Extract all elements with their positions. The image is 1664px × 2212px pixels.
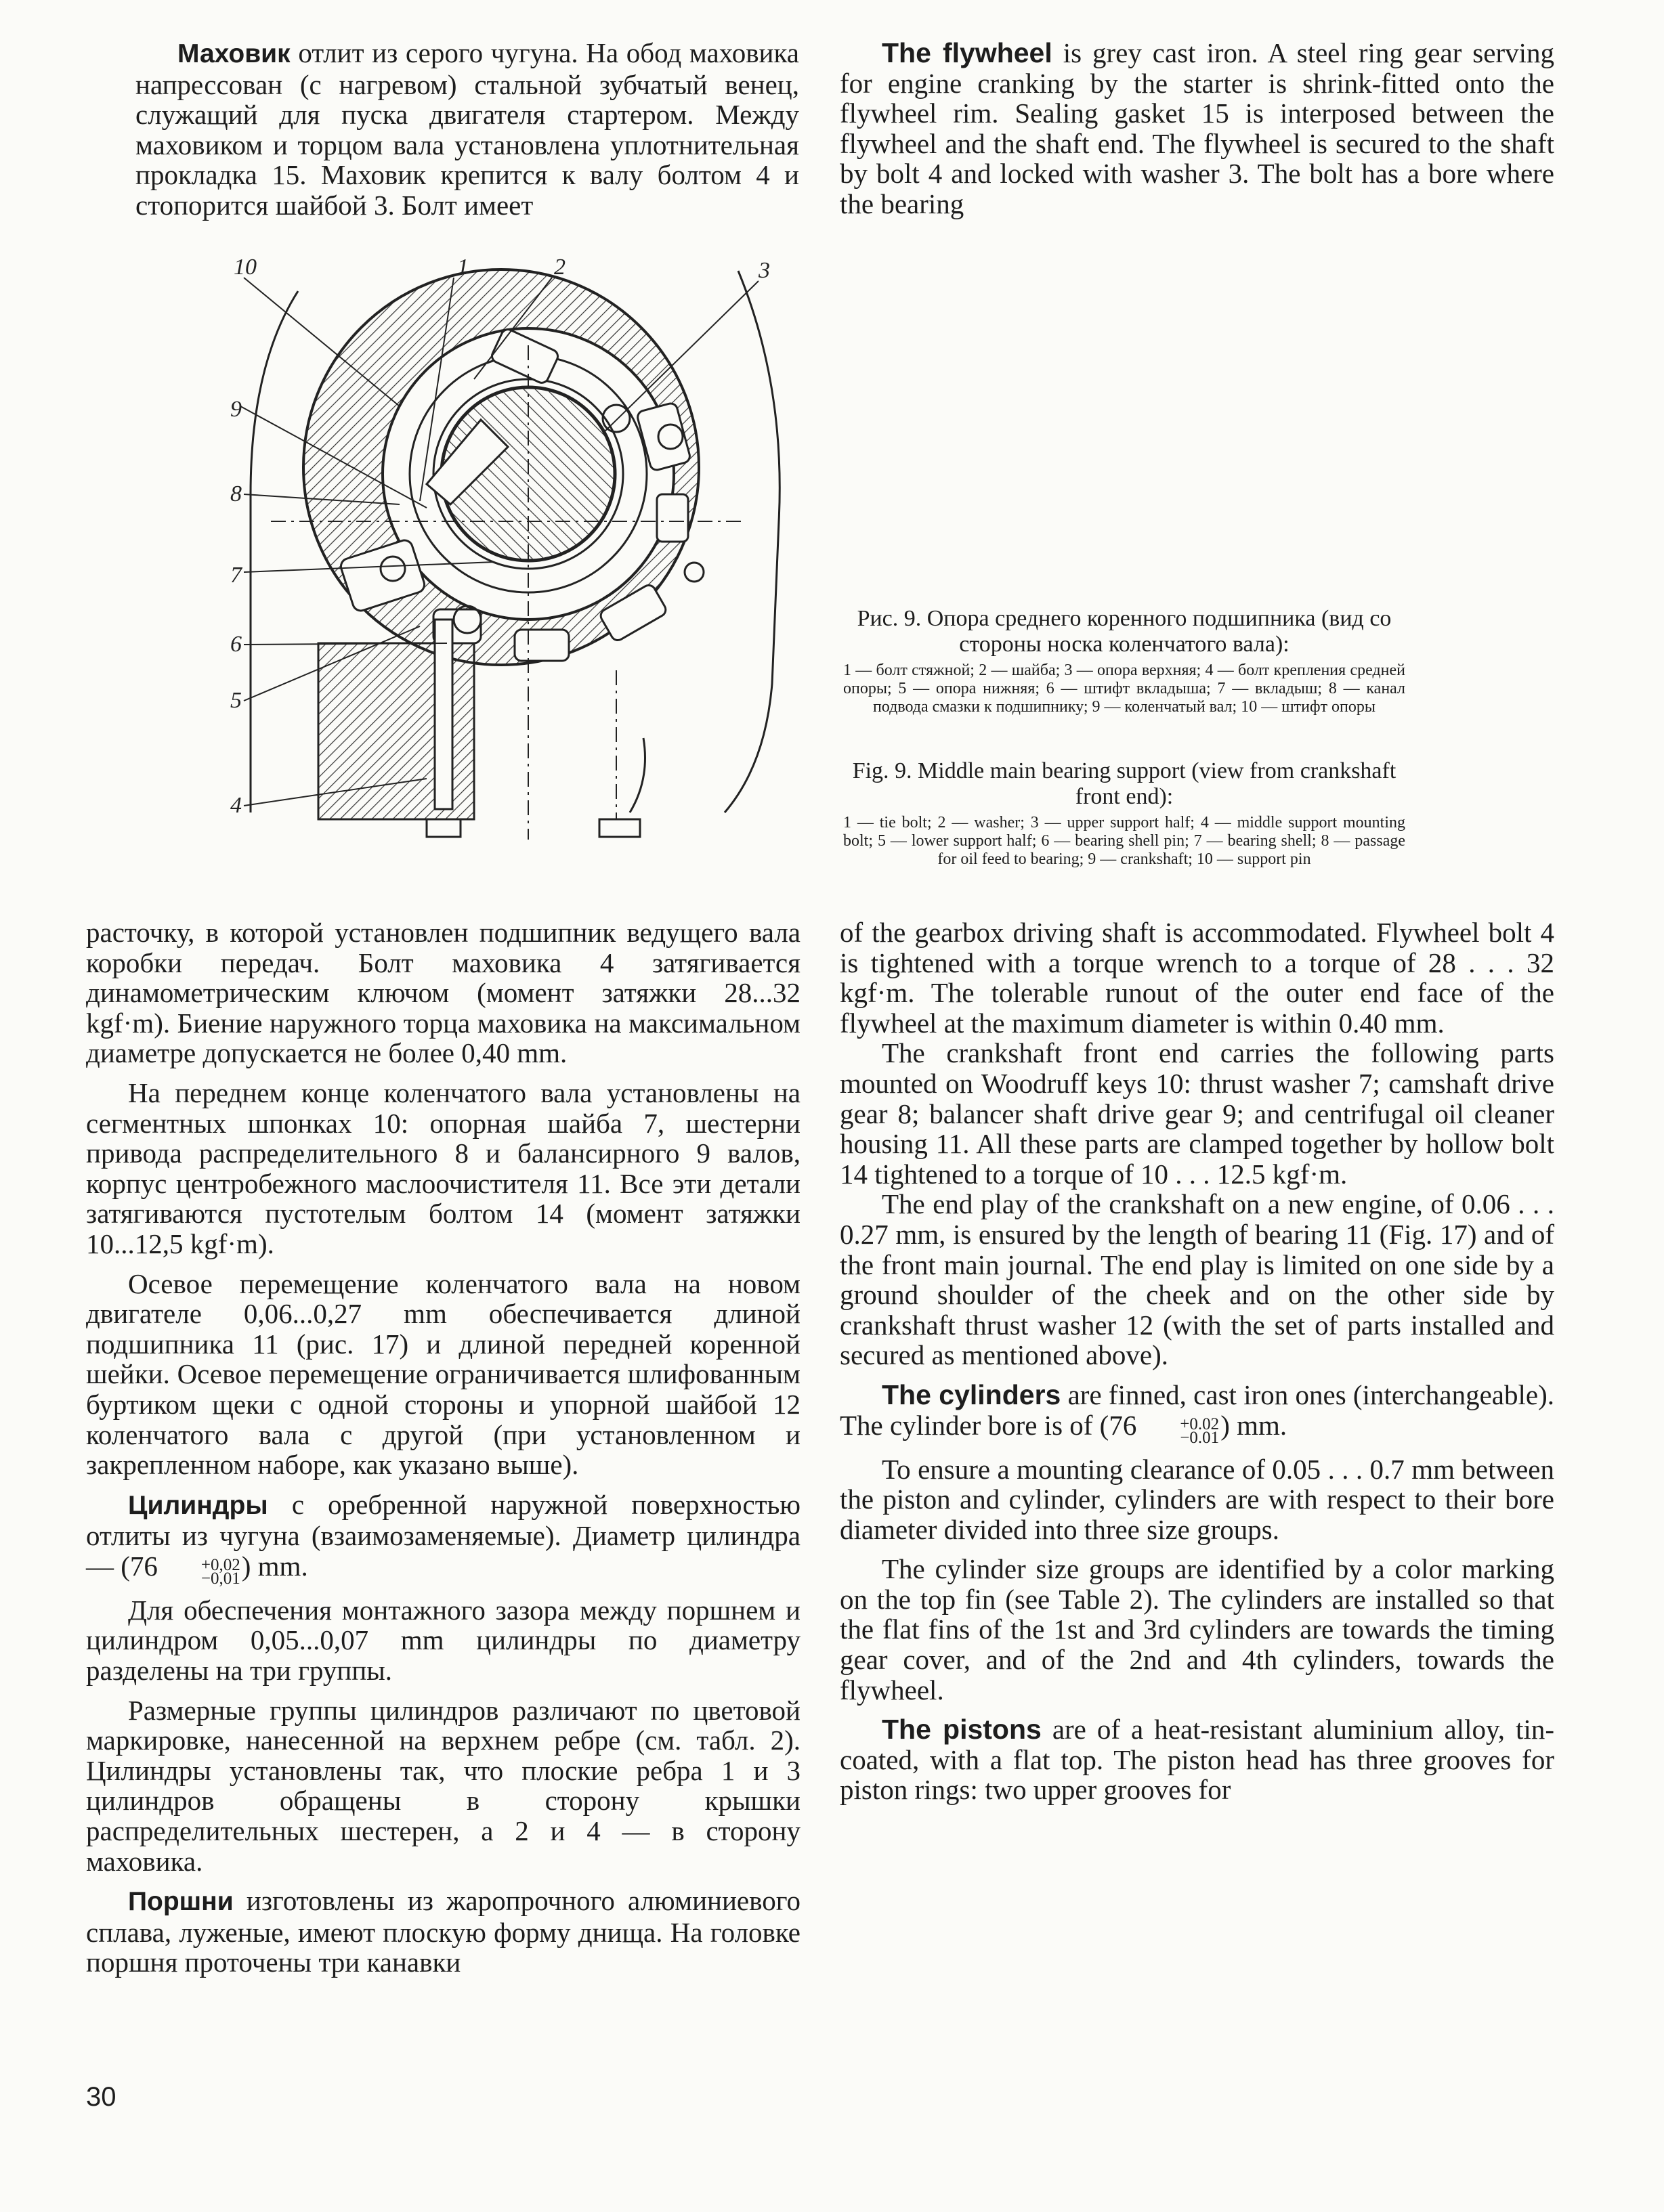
en-paragraph-1: of the gearbox driving shaft is accommodated. Flywheel bolt 4 is tightened with a torque wrench to a torque of 28 . . . 32 kgf·m. The tolerable runout of the outer end face of the flywheel at the maximum diameter is within 0.40 mm. <box>840 917 1554 1039</box>
callout-7: 7 <box>230 563 242 588</box>
en-body-column <box>840 917 1554 1805</box>
ru-paragraph-1: расточку, в которой установлен подшипник ведущего вала коробки передач. Болт маховика 4 затягивается динамометрическим ключом (момент затяжки 28...32 kgf·m). Биение наружного торца маховика на максимальном диаметре допускается не более 0,40 mm. <box>86 917 801 1069</box>
ru-paragraph-3: Осевое перемещение коленчатого вала на новом двигателе 0,06...0,27 mm обеспечивается длиной подшипника 11 (рис. 17) и длиной передней коренной шейки. Осевое перемещение ограничивается шлифованным буртиком щеки с одной стороны и упорной шайбой 12 коленчатого вала с другой (при установленном и закрепленном наборе, как указано выше). <box>86 1267 801 1481</box>
en-paragraph-cylinders: The cylinders are finned, cast iron ones (interchangeable). The cylinder bore is of (76 +0.02 −0.01 ) mm. <box>840 1379 1554 1447</box>
callout-6: 6 <box>230 632 242 657</box>
ru-top-paragraph: Маховик отлит из серого чугуна. На обод маховика напрессован (с нагревом) стальной зубчатый венец, служащий для пуска двигателя стартером. Между маховиком и торцом вала установлена уплотнительная прокладка 15. Маховик крепится к валу болтом 4 и стопорится шайбой 3. Болт имеет <box>135 37 799 221</box>
ru-flywheel-heading: Маховик <box>177 39 291 68</box>
ru-paragraph-5: Для обеспечения монтажного зазора между поршнем и цилиндром 0,05...0,07 mm цилиндры по диаметру разделены на три группы. <box>86 1594 801 1687</box>
callout-5: 5 <box>230 688 242 713</box>
en-pistons-heading: The pistons <box>882 1714 1042 1745</box>
en-paragraph-6: The cylinder size groups are identified by a color marking on the top fin (see Table 2). The cylinders are installed so that the flat fins of the 1st and 3rd cylinders are towards the timing gear cover, and of the 2nd and 4th cylinders, towards the flywheel. <box>840 1553 1554 1706</box>
en-paragraph-5: To ensure a mounting clearance of 0.05 . . . 0.7 mm between the piston and cylinder, cylinders are with respect to their bore diameter divided into three size groups. <box>840 1453 1554 1545</box>
en-cylinders-heading: The cylinders <box>882 1379 1061 1410</box>
callout-10: 10 <box>234 255 257 280</box>
callout-8: 8 <box>230 481 242 506</box>
ru-paragraph-2: На переднем конце коленчатого вала установлены на сегментных шпонках 10: опорная шайба 7, шестерни привода распределительного 8 и балансирного 9 валов, корпус центробежного маслоочистителя 11. Все эти детали затягиваются пустотелым болтом 14 (момент затяжки 10...12,5 kgf·m). <box>86 1077 801 1259</box>
ru-paragraph-6: Размерные группы цилиндров различают по цветовой маркировке, нанесенной на верхнем ребре (см. табл. 2). Цилиндры установлены так, что плоские ребра 1 и 3 цилиндров обращены в сторону крышки распределительных шестерен, а 2 и 4 — в сторону маховика. <box>86 1694 801 1877</box>
ru-bore-tolerance: +0,02 −0,01 <box>200 1555 240 1588</box>
callout-4: 4 <box>230 793 242 818</box>
caption-ru-title: Рис. 9. Опора среднего коренного подшипника (вид со стороны носка коленчатого вала): <box>857 606 1392 657</box>
caption-ru-key: 1 — болт стяжной; 2 — шайба; 3 — опора верхняя; 4 — болт крепления средней опоры; 5 — опора нижняя; 6 — штифт вкладыша; 7 — вкладыш; 8 — канал подвода смазки к подшипнику; 9 — коленчатый вал; 10 — штифт опоры <box>843 662 1405 716</box>
en-paragraph-3: The end play of the crankshaft on a new engine, of 0.06 . . . 0.27 mm, is ensured by the length of bearing 11 (Fig. 17) and of the front main journal. The end play is limited on one side by a ground shoulder of the cheek and on the other side by crankshaft thrust washer 12 (with the set of parts installed and secured as mentioned above). <box>840 1188 1554 1371</box>
en-bore-tolerance: +0.02 −0.01 <box>1180 1414 1220 1447</box>
en-flywheel-heading: The flywheel <box>882 37 1052 68</box>
callout-2: 2 <box>554 255 566 280</box>
caption-en-key: 1 — tie bolt; 2 — washer; 3 — upper support half; 4 — middle support mounting bolt; 5 — lower support half; 6 — bearing shell pin; 7 — bearing shell; 8 — passage for oil feed to bearing; 9 — crankshaft; 10 — support pin <box>843 814 1405 868</box>
figure-9-bearing-drawing <box>223 251 819 901</box>
ru-paragraph-pistons: Поршни изготовлены из жаропрочного алюминиевого сплава, луженые, имеют плоскую форму днища. На головке поршня проточены три канавки <box>86 1885 801 1978</box>
caption-en-title: Fig. 9. Middle main bearing support (view from crankshaft front end): <box>852 758 1396 809</box>
callout-3: 3 <box>759 258 770 283</box>
ru-body-column <box>86 917 801 1978</box>
ru-pistons-heading: Поршни <box>128 1887 234 1917</box>
ru-cylinders-heading: Цилиндры <box>128 1490 268 1520</box>
callout-9: 9 <box>230 397 242 422</box>
en-top-paragraph: The flywheel is grey cast iron. A steel ring gear serving for engine cranking by the starter is shrink-fitted onto the flywheel rim. Sealing gasket 15 is interposed between the flywheel and the shaft end. The flywheel is secured to the shaft by bolt 4 and locked with washer 3. The bolt has a bore where the bearing <box>840 37 1555 219</box>
en-paragraph-2: The crankshaft front end carries the following parts mounted on Woodruff keys 10: thrust washer 7; camshaft drive gear 8; balancer shaft drive gear 9; and centrifugal oil cleaner housing 11. All these parts are clamped together by hollow bolt 14 tightened to a torque of 10 . . . 12.5 kgf·m. <box>840 1037 1554 1190</box>
callout-1: 1 <box>457 255 469 280</box>
figure-caption-en <box>843 758 1405 869</box>
figure-caption-ru <box>843 606 1405 716</box>
en-paragraph-pistons: The pistons are of a heat-resistant aluminium alloy, tin-coated, with a flat top. The piston head has three grooves for piston rings: two upper grooves for <box>840 1714 1554 1806</box>
page-number: 30 <box>86 2082 116 2112</box>
ru-paragraph-cylinders: Цилиндры с оребренной наружной поверхностью отлиты из чугуна (взаимозаменяемые). Диаметр цилиндра — (76 +0,02 −0,01 ) mm. <box>86 1488 801 1588</box>
